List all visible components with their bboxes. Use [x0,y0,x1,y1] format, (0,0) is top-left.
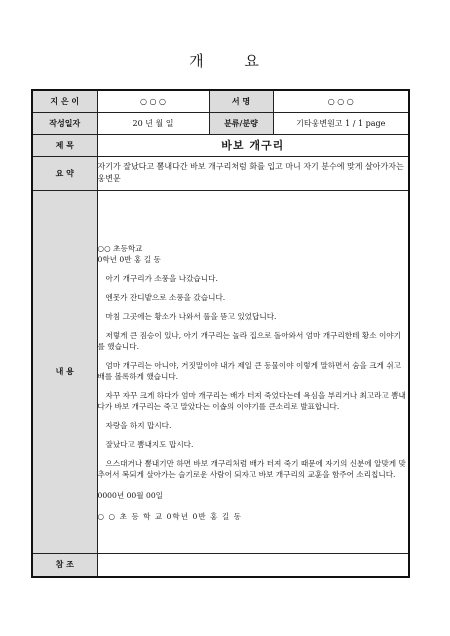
summary-row [32,156,409,190]
summary-value: 자기가 잘났다고 뽐내다간 바보 개구리처럼 화를 입고 마니 자기 분수에 맞게 살아가자는 웅변문 [97,156,409,190]
paragraph-8: 잘났다고 뽐내지도 맙시다. [105,440,194,449]
paragraph-2: 엔못가 잔디밭으로 소풍을 갔습니다. [105,293,226,302]
content-date: 0000년 00월 00일 [97,491,163,500]
name-value: ○ ○ ○ [273,90,409,112]
paragraph-3: 마침 그곳에는 황소가 나와서 풀을 뜯고 있었답니다. [105,312,277,321]
overview-table [31,89,410,578]
category-value: 기타웅변원고 1 / 1 page [273,112,409,134]
reference-value [97,553,409,577]
date-label: 작성일자 [32,112,97,134]
paragraph-6: 자꾸 자꾸 크게 하다가 엄마 개구리는 배가 터져 죽었다는데 욕심을 부리거나 최고라고 뽐내다가 바보 개구리는 죽고 말았다는 이솝의 이야기를 큰소리로 발표합니다. [97,391,406,411]
paragraph-1: 아기 개구리가 소풍을 나갔습니다. [105,274,218,283]
student-line: 0학년 0반 홍 길 동 [97,255,161,264]
paragraph-5: 엄마 개구리는 아니야, 거짓말이야 내가 제일 큰 동물이야 이렇게 말하면서 숨을 크게 쉬고 배를 볼록하게 했습니다. [97,361,401,381]
author-row [32,90,409,112]
subject-value: 바보 개구리 [97,134,409,156]
name-label: 서 명 [209,90,273,112]
author-value: ○ ○ ○ [97,90,209,112]
document-title [0,50,450,71]
content-signature: ○ ○ 초 등 학 교 0학년 0반 홍 길 동 [97,512,242,521]
summary-label: 요 약 [32,156,97,190]
school-line: ○○ 초등학교 [97,244,143,253]
reference-label: 참 조 [32,553,97,577]
title-char-2: 요 [244,52,261,70]
content-body [97,190,409,553]
title-char-1: 개 [189,52,206,70]
content-row [32,190,409,553]
content-label: 내 용 [32,190,97,553]
date-row [32,112,409,134]
paragraph-7: 자랑을 하지 맙시다. [105,421,172,430]
category-label: 분류/분량 [209,112,273,134]
subject-label: 제 목 [32,134,97,156]
subject-row [32,134,409,156]
reference-row [32,553,409,577]
author-label: 지 은 이 [32,90,97,112]
date-value: 20 년 월 일 [97,112,209,134]
paragraph-4: 저렇게 큰 짐승이 있나, 아기 개구리는 놀라 집으로 돌아와서 엄마 개구리한테 황소 이야기를 했습니다. [97,331,401,351]
paragraph-9: 으스대거나 뽐내기만 하면 바보 개구리처럼 배가 터져 죽기 때문에 자기의 신분에 알맞게 맞추어서 복되게 살아가는 슬기로운 사람이 되자고 바보 개구리의 교훈을 함주어 소리칩니다. [97,459,406,479]
